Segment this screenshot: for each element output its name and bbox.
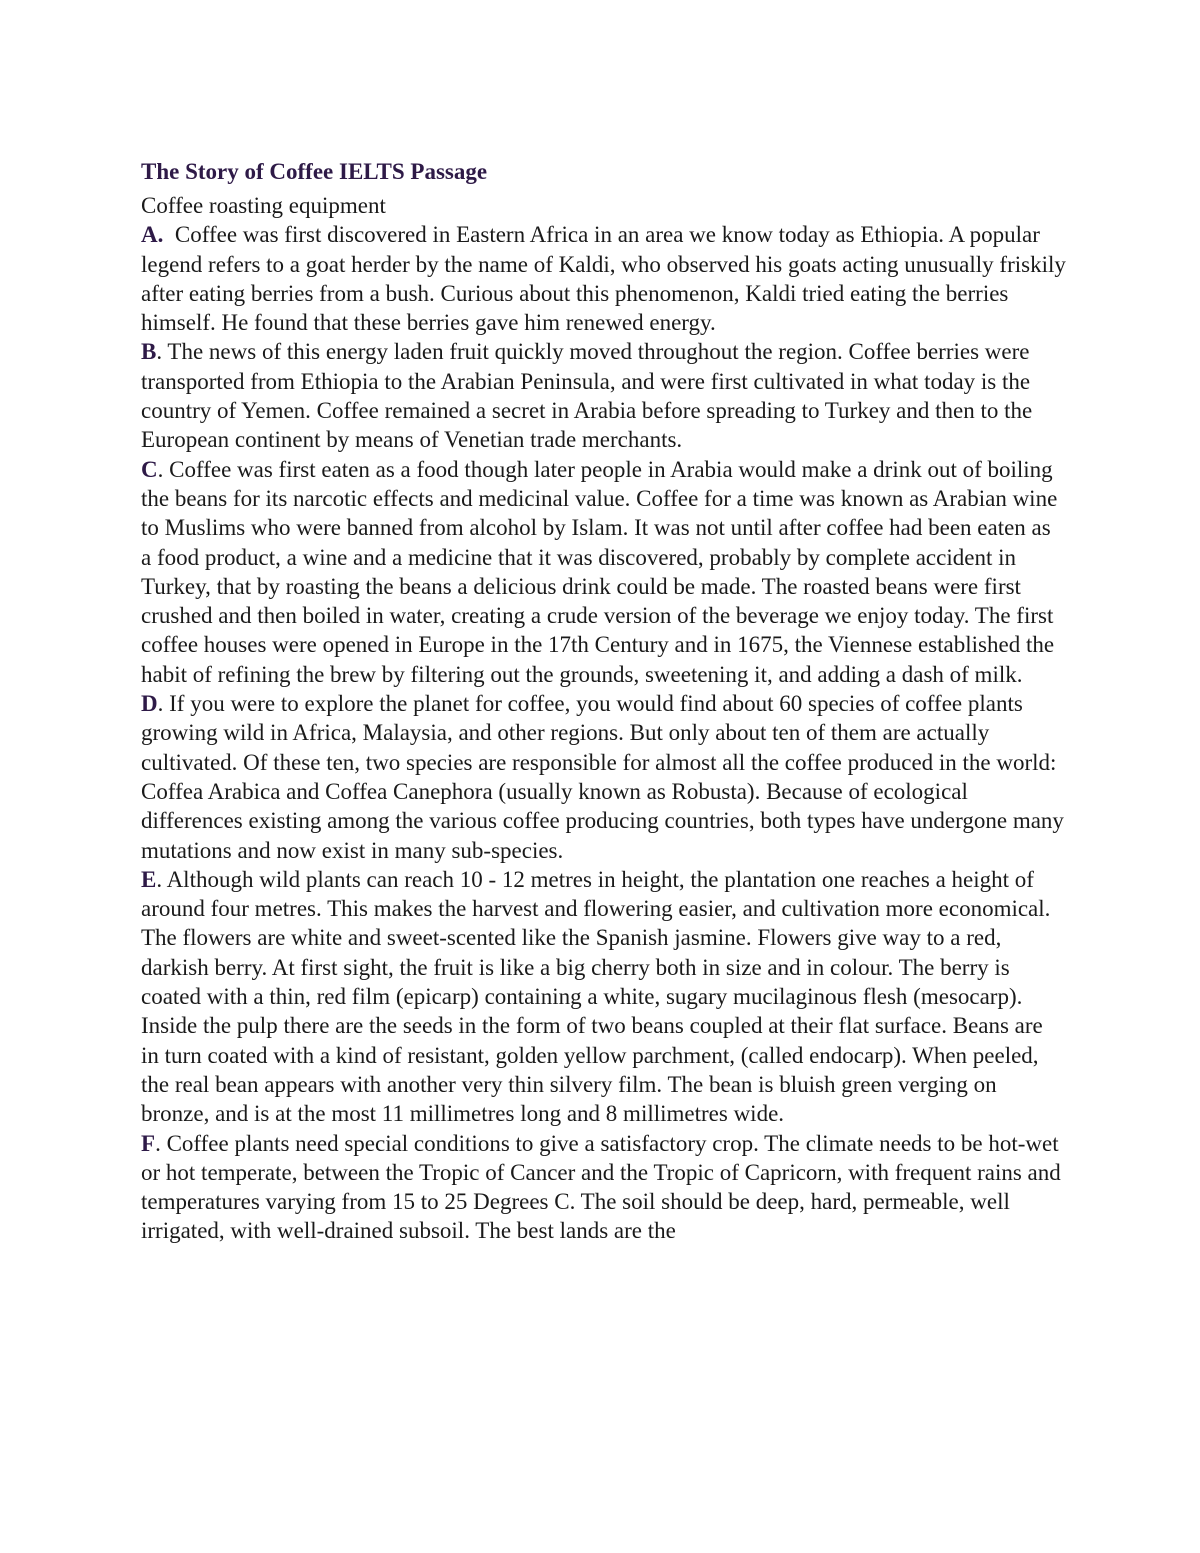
paragraph-e [141,865,1066,1129]
document-subtitle: Coffee roasting equipment [141,193,386,218]
paragraph-text: . If you were to explore the planet for coffee, you would find about 60 species of coffee plants growing wild in Africa, Malaysia, and other regions. But only about ten of them are actually cultivated. Of these ten, two species are responsible for almost all the coffee produced in the world: Coffea Arabica and Coffea Canephora (usually known as Robusta). Because of ecological differences existing among the various coffee producing countries, both types have undergone many mutations and now exist in many sub-species. [141,691,1064,863]
paragraph-letter: B [141,339,157,365]
paragraph-letter: E [141,866,157,892]
paragraph-text: . Coffee was first eaten as a food though later people in Arabia would make a drink out of boiling the beans for its narcotic effects and medicinal value. Coffee for a time was known as Arabian wine to Muslims who were banned from alcohol by Islam. It was not until after coffee had been eaten as a food product, a wine and a medicine that it was discovered, probably by complete accident in Turkey, that by roasting the beans a delicious drink could be made. The roasted beans were first crushed and then boiled in water, creating a crude version of the beverage we enjoy today. The first coffee houses were opened in Europe in the 17th Century and in 1675, the Viennese established the habit of refining the brew by filtering out the grounds, sweetening it, and adding a dash of milk. [141,456,1058,687]
paragraph-text: . The news of this energy laden fruit quickly moved throughout the region. Coffee berries were transported from Ethiopia to the Arabian Peninsula, and were first cultivated in what today is the country of Yemen. Coffee remained a secret in Arabia before spreading to Turkey and then to the European continent by means of Venetian trade merchants. [141,339,1033,453]
paragraph-b [141,337,1066,454]
paragraph-text: . Coffee plants need special conditions to give a satisfactory crop. The climate needs to be hot-wet or hot temperate, between the Tropic of Cancer and the Tropic of Capricorn, with frequent rains and temperatures varying from 15 to 25 Degrees C. The soil should be deep, hard, permeable, well irrigated, with well-drained subsoil. The best lands are the [141,1130,1061,1244]
paragraph-letter: A. [141,222,164,248]
paragraph-text: . Although wild plants can reach 10 - 12 metres in height, the plantation one reaches a height of around four metres. This makes the harvest and flowering easier, and cultivation more economical. The flowers are white and sweet-scented like the Spanish jasmine. Flowers give way to a red, darkish berry. At first sight, the fruit is like a big cherry both in size and in colour. The berry is coated with a thin, red film (epicarp) containing a white, sugary mucilaginous flesh (mesocarp). Inside the pulp there are the seeds in the form of two beans coupled at their flat surface. Beans are in turn coated with a kind of resistant, golden yellow parchment, (called endocarp). When peeled, the real bean appears with another very thin silvery film. The bean is bluish green verging on bronze, and is at the most 11 millimetres long and 8 millimetres wide. [141,866,1051,1127]
paragraph-c [141,455,1066,689]
document-page [141,157,1072,1246]
paragraph-text: Coffee was first discovered in Eastern Africa in an area we know today as Ethiopia. A popular legend refers to a goat herder by the name of Kaldi, who observed his goats acting unusually friskily after eating berries from a bush. Curious about this phenomenon, Kaldi tried eating the berries himself. He found that these berries gave him renewed energy. [141,222,1072,336]
paragraph-f [141,1129,1066,1246]
document-title: The Story of Coffee IELTS Passage [141,159,488,184]
paragraph-d [141,689,1066,865]
paragraph-a [141,220,1072,337]
paragraph-letter: F [141,1130,156,1156]
paragraph-letter: D [141,691,158,717]
paragraph-letter: C [141,456,158,482]
